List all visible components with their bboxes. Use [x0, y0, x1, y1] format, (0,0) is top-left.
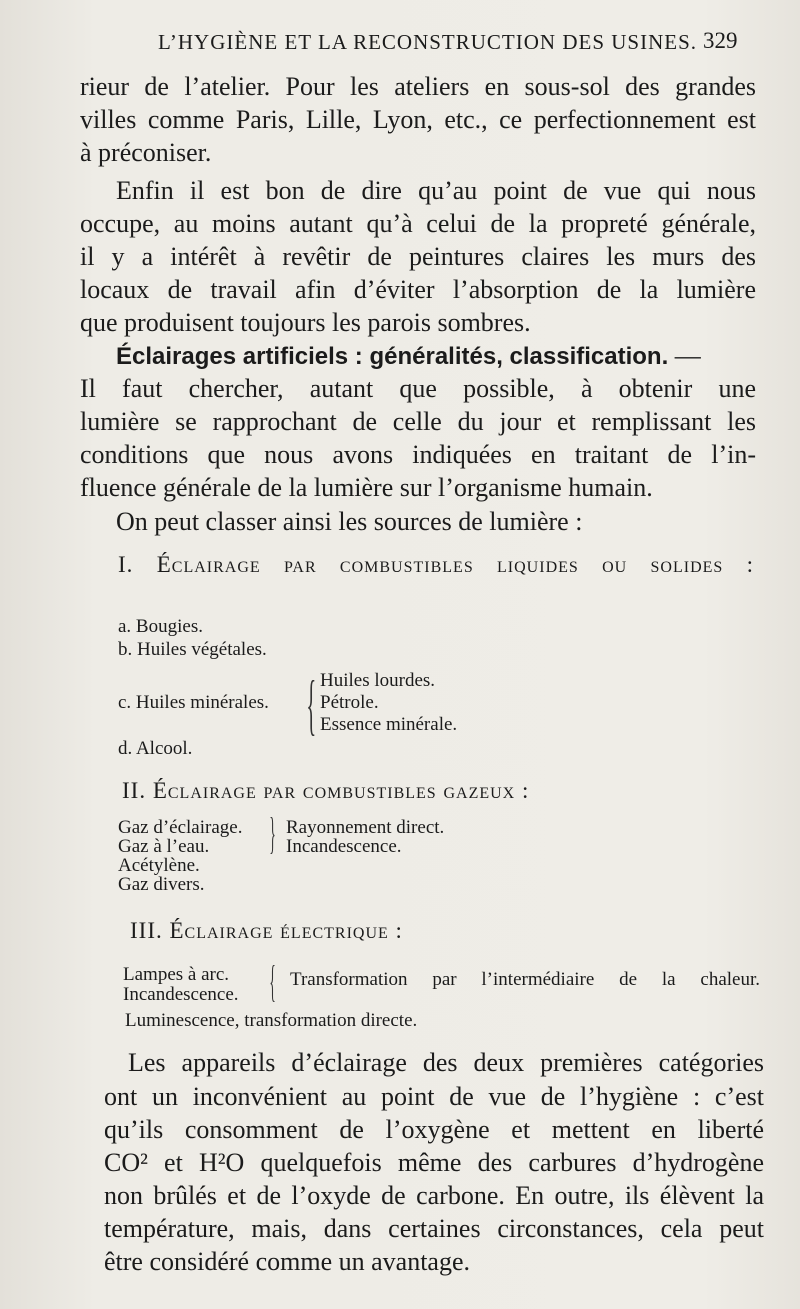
list-sub-item: Huiles lourdes. [320, 670, 436, 691]
electric-mode: Transformation par l’intermédiaire de la chaleur. [290, 969, 760, 990]
text-line: être considéré comme un avantage. [104, 1247, 470, 1276]
text-line: lumière se rapprochant de celle du jour et remplissant les [80, 407, 756, 436]
list-item-a: a. Bougies. [118, 616, 203, 637]
electric-item: Luminescence, transformation directe. [125, 1010, 418, 1031]
text-line: CO² et H²O quelquefois même des carbures d’hydrogène [104, 1148, 764, 1177]
gas-mode: Incandescence. [286, 836, 402, 857]
running-header: L’HYGIÈNE ET LA RECONSTRUCTION DES USINES. [158, 30, 698, 54]
brace-icon: } [269, 809, 276, 858]
text-line: ont un inconvénient au point de vue de l’hygiène : c’est [104, 1082, 764, 1111]
list-item-d: d. Alcool. [118, 738, 193, 759]
section-title-3: III. Éclairage électrique : [130, 918, 403, 943]
electric-item: Lampes à arc. [123, 964, 230, 985]
text-line: conditions que nous avons indiquées en traitant de l’in- [80, 440, 756, 469]
electric-item: Incandescence. [123, 984, 239, 1005]
text-line: température, mais, dans certaines circonstances, cela peut [104, 1214, 764, 1243]
section-title-1: I. Éclairage par combustibles liquides ou solides : [118, 552, 754, 577]
heading-dash: — [668, 341, 701, 370]
list-sub-item: Pétrole. [320, 692, 379, 713]
intro-line: On peut classer ainsi les sources de lumière : [116, 507, 583, 536]
section-heading [116, 339, 756, 373]
text-line: locaux de travail afin d’éviter l’absorption de la lumière [80, 275, 756, 304]
text-line: villes comme Paris, Lille, Lyon, etc., ce perfectionnement est [80, 105, 756, 134]
text-line: il y a intérêt à revêtir de peintures claires les murs des [80, 242, 756, 271]
text-line: rieur de l’atelier. Pour les ateliers en sous-sol des grandes [80, 72, 756, 101]
gas-item: Gaz à l’eau. [118, 836, 210, 857]
list-item-b: b. Huiles végétales. [118, 639, 267, 660]
gas-item: Gaz d’éclairage. [118, 817, 243, 838]
text-line: que produisent toujours les parois sombres. [80, 308, 531, 337]
brace-icon: { [306, 666, 317, 742]
page-number: 329 [703, 28, 738, 53]
brace-icon: { [269, 957, 276, 1006]
text-line: non brûlés et de l’oxyde de carbone. En outre, ils élèvent la [104, 1181, 764, 1210]
section-title-2: II. Éclairage par combustibles gazeux : [122, 778, 530, 803]
gas-item: Acétylène. [118, 855, 200, 876]
list-item-c: c. Huiles minérales. [118, 692, 269, 713]
heading-bold: Éclairages artificiels : généralités, classification. [116, 343, 669, 370]
text-line: occupe, au moins autant qu’à celui de la propreté générale, [80, 209, 756, 238]
text-line: qu’ils consomment de l’oxygène et mettent en liberté [104, 1115, 764, 1144]
gas-mode: Rayonnement direct. [286, 817, 445, 838]
text-line: à préconiser. [80, 138, 212, 167]
list-sub-item: Essence minérale. [320, 714, 458, 735]
text-line: fluence générale de la lumière sur l’organisme humain. [80, 473, 653, 502]
text-line: Les appareils d’éclairage des deux premières catégories [128, 1048, 764, 1077]
text-line: Enfin il est bon de dire qu’au point de vue qui nous [116, 176, 756, 205]
gas-item: Gaz divers. [118, 874, 205, 895]
text-line: Il faut chercher, autant que possible, à obtenir une [80, 374, 756, 403]
